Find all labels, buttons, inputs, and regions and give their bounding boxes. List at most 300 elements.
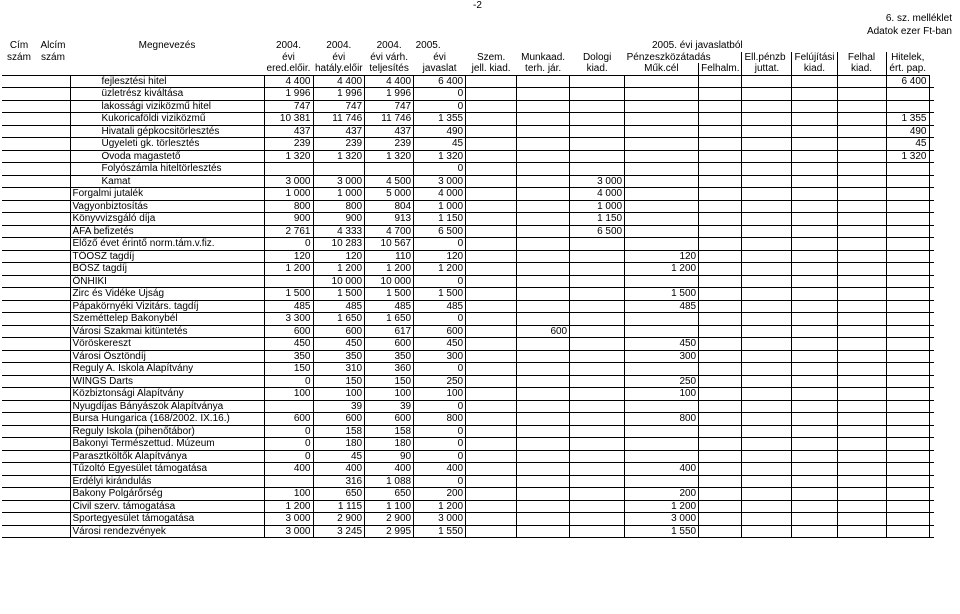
empty-cell xyxy=(36,438,70,451)
value-cell xyxy=(792,400,837,413)
value-cell xyxy=(792,238,837,251)
row-label: Városi rendezvények xyxy=(70,525,264,538)
value-cell: 0 xyxy=(414,475,466,488)
value-cell xyxy=(742,400,792,413)
value-cell xyxy=(792,375,837,388)
value-cell xyxy=(517,300,570,313)
value-cell xyxy=(517,250,570,263)
header-cell: Cím xyxy=(9,40,29,52)
value-cell: 485 xyxy=(414,300,466,313)
value-cell xyxy=(699,75,742,88)
row-label: Városi Ösztöndíj xyxy=(70,350,264,363)
value-cell xyxy=(699,338,742,351)
value-cell xyxy=(625,200,699,213)
value-cell: 360 xyxy=(365,363,414,376)
empty-cell xyxy=(2,213,36,226)
value-cell xyxy=(570,375,625,388)
value-cell xyxy=(792,363,837,376)
value-cell xyxy=(625,313,699,326)
value-cell xyxy=(886,488,929,501)
table-row xyxy=(2,363,934,376)
value-cell: 10 000 xyxy=(313,275,365,288)
value-cell xyxy=(742,413,792,426)
value-cell xyxy=(517,263,570,276)
value-cell xyxy=(517,113,570,126)
empty-cell xyxy=(36,288,70,301)
empty-cell xyxy=(36,325,70,338)
value-cell: 316 xyxy=(313,475,365,488)
value-cell: 400 xyxy=(414,463,466,476)
header-cell: Műk.cél xyxy=(625,63,699,75)
value-cell xyxy=(466,238,517,251)
value-cell xyxy=(570,438,625,451)
value-cell xyxy=(929,313,934,326)
value-cell xyxy=(466,400,517,413)
empty-cell xyxy=(2,363,36,376)
empty-cell xyxy=(2,113,36,126)
value-cell xyxy=(466,188,517,201)
header-cell: 2004. xyxy=(326,40,352,52)
value-cell: 3 300 xyxy=(264,313,313,326)
value-cell: 3 000 xyxy=(313,175,365,188)
value-cell xyxy=(837,463,886,476)
value-cell xyxy=(699,88,742,101)
value-cell: 10 567 xyxy=(365,238,414,251)
value-cell: 1 320 xyxy=(886,150,929,163)
value-cell xyxy=(886,288,929,301)
value-cell xyxy=(570,413,625,426)
value-cell xyxy=(742,300,792,313)
empty-cell xyxy=(2,88,36,101)
value-cell xyxy=(886,263,929,276)
header-cell xyxy=(36,63,70,75)
value-cell: 900 xyxy=(313,213,365,226)
header-row-1 xyxy=(2,40,934,52)
value-cell: 1 550 xyxy=(625,525,699,538)
value-cell xyxy=(742,525,792,538)
row-label: Pápakörnyéki Vizitárs. tagdíj xyxy=(70,300,264,313)
value-cell: 0 xyxy=(414,163,466,176)
value-cell xyxy=(742,238,792,251)
value-cell xyxy=(792,213,837,226)
empty-cell xyxy=(36,450,70,463)
value-cell: 1 320 xyxy=(365,150,414,163)
value-cell xyxy=(517,238,570,251)
header-cell: javaslat xyxy=(414,63,466,75)
value-cell: 6 400 xyxy=(886,75,929,88)
value-cell xyxy=(570,150,625,163)
value-cell: 150 xyxy=(365,375,414,388)
table-row xyxy=(2,313,934,326)
row-label: Tűzoltó Egyesület támogatása xyxy=(70,463,264,476)
value-cell xyxy=(466,125,517,138)
value-cell xyxy=(699,425,742,438)
value-cell xyxy=(699,163,742,176)
value-cell xyxy=(699,250,742,263)
empty-cell xyxy=(36,300,70,313)
value-cell: 1 200 xyxy=(625,263,699,276)
value-cell xyxy=(570,325,625,338)
value-cell xyxy=(466,363,517,376)
table-row xyxy=(2,250,934,263)
row-label: Bakony Polgárőrség xyxy=(70,488,264,501)
value-cell: 0 xyxy=(414,425,466,438)
value-cell xyxy=(792,513,837,526)
value-cell xyxy=(517,363,570,376)
row-label: Folyószámla hiteltörlesztés xyxy=(70,163,264,176)
header-cell-group: 2005. évi javaslatból xyxy=(652,40,743,52)
empty-cell xyxy=(2,288,36,301)
value-cell xyxy=(929,75,934,88)
value-cell xyxy=(929,113,934,126)
empty-cell xyxy=(36,100,70,113)
header-cell: Alcím xyxy=(40,40,66,52)
value-cell xyxy=(929,125,934,138)
value-cell xyxy=(517,100,570,113)
value-cell xyxy=(517,438,570,451)
value-cell xyxy=(837,525,886,538)
table-row xyxy=(2,438,934,451)
annex-label: 6. sz. melléklet xyxy=(885,13,952,24)
table-row xyxy=(2,200,934,213)
value-cell xyxy=(466,113,517,126)
value-cell: 1 100 xyxy=(365,500,414,513)
value-cell: 100 xyxy=(625,388,699,401)
empty-cell xyxy=(2,200,36,213)
value-cell xyxy=(837,338,886,351)
value-cell xyxy=(570,400,625,413)
value-cell xyxy=(792,338,837,351)
value-cell xyxy=(466,288,517,301)
empty-cell xyxy=(2,488,36,501)
value-cell xyxy=(929,338,934,351)
value-cell xyxy=(625,213,699,226)
value-cell xyxy=(625,113,699,126)
value-cell xyxy=(742,363,792,376)
value-cell xyxy=(699,225,742,238)
value-cell: 6 400 xyxy=(414,75,466,88)
empty-cell xyxy=(36,488,70,501)
value-cell xyxy=(792,75,837,88)
empty-cell xyxy=(36,475,70,488)
header-cell xyxy=(70,52,264,64)
value-cell: 100 xyxy=(414,388,466,401)
table-row xyxy=(2,75,934,88)
empty-cell xyxy=(2,175,36,188)
value-cell xyxy=(837,288,886,301)
header-cell: terh. jár. xyxy=(517,63,570,75)
row-label: TÖOSZ tagdíj xyxy=(70,250,264,263)
value-cell xyxy=(886,525,929,538)
value-cell xyxy=(742,150,792,163)
value-cell: 11 746 xyxy=(313,113,365,126)
row-label: Reguly Iskola (pihenőtábor) xyxy=(70,425,264,438)
value-cell xyxy=(837,325,886,338)
value-cell xyxy=(886,188,929,201)
empty-cell xyxy=(2,150,36,163)
table-body xyxy=(2,75,934,538)
value-cell: 239 xyxy=(264,138,313,151)
value-cell xyxy=(517,138,570,151)
table-row xyxy=(2,175,934,188)
value-cell xyxy=(886,475,929,488)
value-cell xyxy=(517,225,570,238)
value-cell xyxy=(929,238,934,251)
value-cell xyxy=(929,200,934,213)
value-cell: 4 700 xyxy=(365,225,414,238)
value-cell xyxy=(517,500,570,513)
value-cell xyxy=(837,300,886,313)
value-cell xyxy=(929,388,934,401)
value-cell xyxy=(570,488,625,501)
value-cell: 1 150 xyxy=(414,213,466,226)
value-cell xyxy=(466,525,517,538)
value-cell: 1 115 xyxy=(313,500,365,513)
value-cell xyxy=(792,425,837,438)
value-cell xyxy=(837,363,886,376)
value-cell xyxy=(570,288,625,301)
value-cell xyxy=(466,500,517,513)
table-row xyxy=(2,113,934,126)
value-cell xyxy=(625,275,699,288)
value-cell: 39 xyxy=(365,400,414,413)
header-cell: szám xyxy=(41,51,65,63)
table-row xyxy=(2,163,934,176)
value-cell: 10 283 xyxy=(313,238,365,251)
value-cell xyxy=(570,525,625,538)
row-label: üzletrész kiváltása xyxy=(70,88,264,101)
value-cell xyxy=(792,313,837,326)
header-cell: kiad. xyxy=(837,63,886,75)
value-cell: 1 996 xyxy=(264,88,313,101)
value-cell xyxy=(929,425,934,438)
value-cell xyxy=(929,325,934,338)
value-cell xyxy=(929,213,934,226)
row-label: Könyvvizsgáló díja xyxy=(70,213,264,226)
empty-cell xyxy=(36,238,70,251)
value-cell: 150 xyxy=(264,363,313,376)
value-cell: 3 000 xyxy=(264,513,313,526)
header-cell: évi xyxy=(282,51,295,63)
value-cell xyxy=(625,238,699,251)
header-cell: évi xyxy=(433,51,447,63)
value-cell: 39 xyxy=(313,400,365,413)
value-cell xyxy=(699,300,742,313)
value-cell: 6 500 xyxy=(414,225,466,238)
value-cell xyxy=(699,100,742,113)
value-cell: 600 xyxy=(264,413,313,426)
empty-cell xyxy=(2,163,36,176)
empty-cell xyxy=(36,175,70,188)
value-cell: 1 355 xyxy=(886,113,929,126)
value-cell: 3 000 xyxy=(264,525,313,538)
empty-cell xyxy=(2,125,36,138)
value-cell xyxy=(792,488,837,501)
value-cell: 913 xyxy=(365,213,414,226)
value-cell xyxy=(792,250,837,263)
value-cell xyxy=(886,375,929,388)
empty-cell xyxy=(2,238,36,251)
value-cell xyxy=(837,475,886,488)
value-cell xyxy=(625,225,699,238)
value-cell xyxy=(742,175,792,188)
value-cell xyxy=(886,463,929,476)
value-cell: 437 xyxy=(313,125,365,138)
value-cell xyxy=(886,163,929,176)
header-cell: ered.előir. xyxy=(264,63,313,75)
value-cell xyxy=(466,338,517,351)
value-cell xyxy=(625,475,699,488)
value-cell xyxy=(699,150,742,163)
value-cell: 485 xyxy=(313,300,365,313)
value-cell xyxy=(929,88,934,101)
value-cell xyxy=(699,350,742,363)
empty-cell xyxy=(36,88,70,101)
value-cell: 747 xyxy=(264,100,313,113)
value-cell xyxy=(886,88,929,101)
value-cell xyxy=(466,450,517,463)
header-cell: jell. kiad. xyxy=(466,63,517,75)
value-cell xyxy=(466,388,517,401)
value-cell xyxy=(570,75,625,88)
value-cell xyxy=(886,100,929,113)
table-row xyxy=(2,325,934,338)
value-cell: 45 xyxy=(313,450,365,463)
table-row xyxy=(2,275,934,288)
header-cell xyxy=(2,63,36,75)
empty-cell xyxy=(36,163,70,176)
value-cell xyxy=(837,438,886,451)
value-cell xyxy=(517,88,570,101)
value-cell: 350 xyxy=(365,350,414,363)
row-label: WINGS Darts xyxy=(70,375,264,388)
row-label: Kamat xyxy=(70,175,264,188)
value-cell xyxy=(792,263,837,276)
value-cell xyxy=(929,363,934,376)
value-cell xyxy=(625,100,699,113)
empty-cell xyxy=(36,525,70,538)
value-cell: 1 200 xyxy=(414,263,466,276)
value-cell xyxy=(570,450,625,463)
value-cell xyxy=(742,463,792,476)
empty-cell xyxy=(36,463,70,476)
value-cell xyxy=(517,475,570,488)
value-cell: 1 650 xyxy=(365,313,414,326)
value-cell xyxy=(570,275,625,288)
value-cell: 0 xyxy=(414,238,466,251)
row-label: Közbiztonsági Alapítvány xyxy=(70,388,264,401)
value-cell xyxy=(792,113,837,126)
value-cell xyxy=(517,213,570,226)
value-cell xyxy=(837,263,886,276)
empty-cell xyxy=(36,275,70,288)
value-cell xyxy=(929,300,934,313)
value-cell xyxy=(837,175,886,188)
empty-cell xyxy=(2,75,36,88)
value-cell xyxy=(886,325,929,338)
header-cell: szám xyxy=(7,51,31,63)
table-row xyxy=(2,400,934,413)
value-cell: 300 xyxy=(414,350,466,363)
value-cell: 1 200 xyxy=(264,500,313,513)
value-cell: 450 xyxy=(414,338,466,351)
value-cell: 1 355 xyxy=(414,113,466,126)
value-cell xyxy=(466,150,517,163)
value-cell: 1 200 xyxy=(264,263,313,276)
empty-cell xyxy=(36,125,70,138)
value-cell xyxy=(570,475,625,488)
value-cell: 1 000 xyxy=(570,200,625,213)
value-cell xyxy=(929,188,934,201)
value-cell xyxy=(886,225,929,238)
header-row-2 xyxy=(2,52,934,64)
empty-cell xyxy=(36,388,70,401)
value-cell xyxy=(886,238,929,251)
value-cell: 100 xyxy=(313,388,365,401)
row-label: Erdélyi kirándulás xyxy=(70,475,264,488)
value-cell xyxy=(699,450,742,463)
table-row xyxy=(2,425,934,438)
value-cell: 747 xyxy=(313,100,365,113)
value-cell xyxy=(699,375,742,388)
value-cell: 4 000 xyxy=(570,188,625,201)
empty-cell xyxy=(36,400,70,413)
value-cell: 437 xyxy=(365,125,414,138)
value-cell: 1 000 xyxy=(264,188,313,201)
value-cell xyxy=(837,88,886,101)
empty-cell xyxy=(2,263,36,276)
value-cell: 4 333 xyxy=(313,225,365,238)
table-row xyxy=(2,338,934,351)
value-cell xyxy=(742,438,792,451)
value-cell: 400 xyxy=(264,463,313,476)
value-cell xyxy=(742,313,792,326)
value-cell xyxy=(886,450,929,463)
value-cell xyxy=(792,200,837,213)
empty-cell xyxy=(2,188,36,201)
value-cell: 1 550 xyxy=(414,525,466,538)
empty-cell xyxy=(36,413,70,426)
value-cell xyxy=(699,213,742,226)
value-cell xyxy=(886,175,929,188)
value-cell xyxy=(699,463,742,476)
value-cell xyxy=(792,188,837,201)
value-cell: 800 xyxy=(264,200,313,213)
value-cell xyxy=(517,75,570,88)
value-cell xyxy=(837,400,886,413)
value-cell xyxy=(929,350,934,363)
empty-cell xyxy=(36,138,70,151)
value-cell xyxy=(570,238,625,251)
value-cell xyxy=(792,225,837,238)
empty-cell xyxy=(2,425,36,438)
header-cell: teljesítés xyxy=(365,63,414,75)
value-cell xyxy=(699,275,742,288)
value-cell xyxy=(929,138,934,151)
empty-cell xyxy=(2,300,36,313)
value-cell: 900 xyxy=(264,213,313,226)
value-cell xyxy=(625,150,699,163)
value-cell xyxy=(837,425,886,438)
value-cell: 1 150 xyxy=(570,213,625,226)
value-cell: 0 xyxy=(414,275,466,288)
value-cell xyxy=(570,513,625,526)
value-cell xyxy=(837,488,886,501)
value-cell xyxy=(466,175,517,188)
header-cell: 2004. xyxy=(275,40,302,52)
value-cell xyxy=(517,313,570,326)
value-cell xyxy=(929,163,934,176)
